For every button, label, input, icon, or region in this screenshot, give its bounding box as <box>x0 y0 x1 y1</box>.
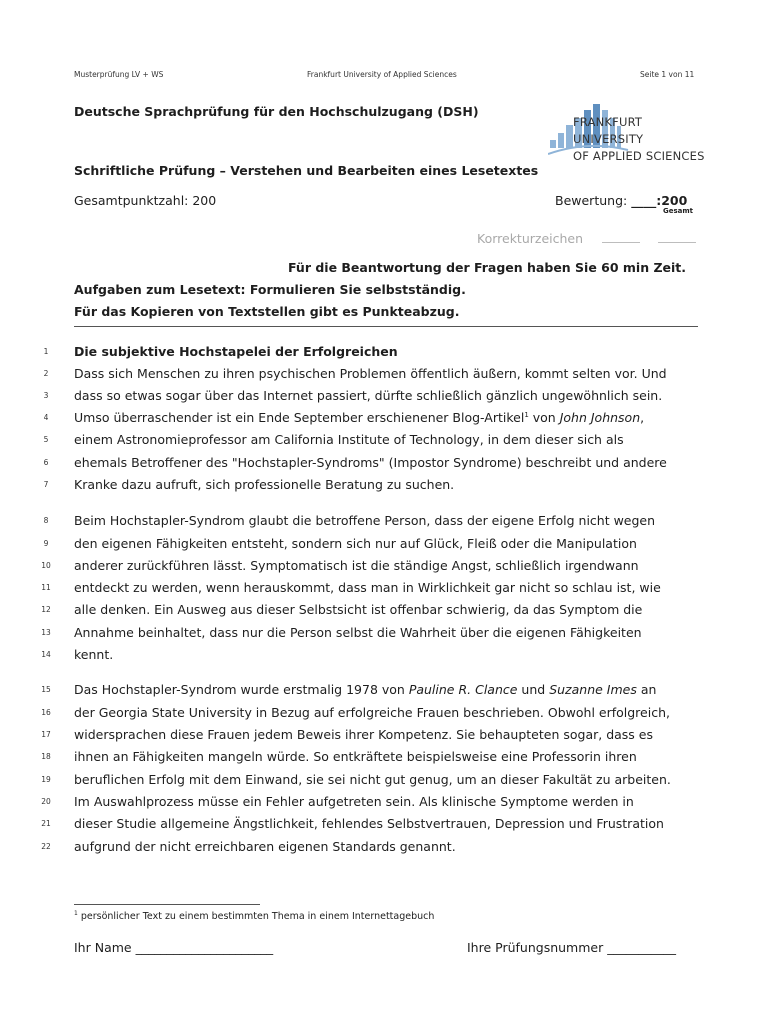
logo-bar <box>566 125 573 148</box>
correction-label: Korrekturzeichen <box>477 231 584 246</box>
header-left: Musterprüfung LV + WS <box>74 70 164 79</box>
author-name: John Johnson <box>559 410 641 425</box>
author-name: Suzanne Imes <box>549 682 637 697</box>
text-segment: , <box>640 410 645 425</box>
correction-line-2 <box>658 242 696 243</box>
text-line: Im Auswahlprozess müsse ein Fehler aufgetreten sein. Als klinische Symptome werden in <box>74 794 634 809</box>
footnote-ref: 1 <box>524 410 529 419</box>
header-center: Frankfurt University of Applied Sciences <box>307 70 457 79</box>
line-number: 3 <box>43 391 49 400</box>
text-segment: an <box>636 682 657 697</box>
logo-bar <box>558 133 564 148</box>
document-subtitle: Schriftliche Prüfung – Verstehen und Bearbeiten eines Lesetextes <box>74 163 539 178</box>
logo-line-3: OF APPLIED SCIENCES <box>573 149 705 163</box>
line-number: 10 <box>41 561 51 570</box>
text-line: der Georgia State University in Bezug auf erfolgreiche Frauen beschrieben. Obwohl erfolgreich, <box>74 705 670 720</box>
line-number: 8 <box>43 516 49 525</box>
line-number: 16 <box>41 708 51 717</box>
correction-line-1 <box>602 242 640 243</box>
line-number: 1 <box>43 347 49 356</box>
instruction-formulate: Aufgaben zum Lesetext: Formulieren Sie selbstständig. <box>74 282 466 297</box>
line-number: 4 <box>43 413 49 422</box>
document-title: Deutsche Sprachprüfung für den Hochschulzugang (DSH) <box>74 104 479 119</box>
text-line: alle denken. Ein Ausweg aus dieser Selbstsicht ist offenbar schwierig, da das Symptom die <box>74 602 643 617</box>
text-segment: von <box>528 410 560 425</box>
line-number: 2 <box>43 369 49 378</box>
text-line: Beim Hochstapler-Syndrom glaubt die betroffene Person, dass der eigene Erfolg nicht wegen <box>74 513 656 528</box>
text-line: Annahme beinhaltet, dass nur die Person selbst die Wahrheit über die eigenen Fähigkeiten <box>74 625 642 640</box>
text-line: kennt. <box>74 647 114 662</box>
line-number: 21 <box>41 819 51 828</box>
footnote-text: persönlicher Text zu einem bestimmten Thema in einem Internettagebuch <box>77 911 435 922</box>
line-number: 15 <box>41 685 51 694</box>
text-line <box>74 410 644 425</box>
line-number: 18 <box>41 752 51 761</box>
author-name: Pauline R. Clance <box>408 682 518 697</box>
logo-line-1: FRANKFURT <box>573 115 643 129</box>
text-line: aufgrund der nicht erreichbaren eigenen Standards genannt. <box>74 839 456 854</box>
line-number: 11 <box>41 583 51 592</box>
line-number: 14 <box>41 650 51 659</box>
text-line: ehemals Betroffener des "Hochstapler-Syndroms" (Impostor Syndrome) beschreibt und andere <box>74 455 667 470</box>
line-number: 9 <box>43 539 49 548</box>
text-segment: Umso überraschender ist ein Ende September erschienener Blog-Artikel <box>74 410 525 425</box>
logo-line-2: UNIVERSITY <box>573 132 644 146</box>
line-number: 20 <box>41 797 51 806</box>
instruction-copying: Für das Kopieren von Textstellen gibt es Punkteabzug. <box>74 304 460 319</box>
line-number: 6 <box>43 458 49 467</box>
line-number: 12 <box>41 605 51 614</box>
text-line: einem Astronomieprofessor am California Institute of Technology, in dem dieser sich als <box>74 432 624 447</box>
page-number: Seite 1 von 11 <box>640 70 695 79</box>
rating-value: ____:200 <box>631 193 688 208</box>
line-number: 13 <box>41 628 51 637</box>
text-line: Kranke dazu aufruft, sich professionelle Beratung zu suchen. <box>74 477 455 492</box>
text-segment: Das Hochstapler-Syndrom wurde erstmalig 1978 von <box>74 682 409 697</box>
line-number: 5 <box>43 435 49 444</box>
name-field[interactable]: Ihr Name ______________________ <box>74 940 274 955</box>
total-points: Gesamtpunktzahl: 200 <box>74 193 217 208</box>
text-line: anderer zurückführen lässt. Symptomatisch ist die ständige Angst, schließlich irgendwann <box>74 558 639 573</box>
line-number: 22 <box>41 842 51 851</box>
text-line: ihnen an Fähigkeiten mangeln würde. So entkräftete beispielsweise eine Professorin ihren <box>74 749 637 764</box>
rating-sublabel: Gesamt <box>663 207 694 215</box>
text-segment: und <box>517 682 550 697</box>
footnote <box>74 911 434 922</box>
text-line: dass so etwas sogar über das Internet passiert, dürfte schließlich gänzlich ungewöhnlich sein. <box>74 388 663 403</box>
line-number: 7 <box>43 480 49 489</box>
instruction-time: Für die Beantwortung der Fragen haben Sie 60 min Zeit. <box>288 260 687 275</box>
text-line: Dass sich Menschen zu ihren psychischen Problemen öffentlich äußern, kommt selten vor. Und <box>74 366 667 381</box>
article-heading: Die subjektive Hochstapelei der Erfolgreichen <box>74 344 398 359</box>
text-line: widersprachen diese Frauen jedem Beweis ihrer Kompetenz. Sie behaupteten sogar, dass es <box>74 727 653 742</box>
rating <box>555 193 687 208</box>
divider <box>74 326 698 327</box>
text-line <box>74 682 656 697</box>
line-number: 19 <box>41 775 51 784</box>
logo-bar <box>550 140 556 148</box>
text-line: entdeckt zu werden, wenn herauskommt, dass man in Wirklichkeit gar nicht so schlau ist, wie <box>74 580 661 595</box>
text-line: beruflichen Erfolg mit dem Einwand, sie sei nicht gut genug, um an dieser Fakultät zu arbeiten. <box>74 772 671 787</box>
exam-number-field[interactable]: Ihre Prüfungsnummer ___________ <box>467 940 676 955</box>
rating-label: Bewertung: <box>555 193 628 208</box>
footnote-mark: 1 <box>74 909 78 917</box>
footnote-divider <box>74 904 260 905</box>
line-number: 17 <box>41 730 51 739</box>
text-line: dieser Studie allgemeine Ängstlichkeit, fehlendes Selbstvertrauen, Depression und Frustration <box>74 816 664 831</box>
text-line: den eigenen Fähigkeiten entsteht, sondern sich nur auf Glück, Fleiß oder die Manipulation <box>74 536 637 551</box>
